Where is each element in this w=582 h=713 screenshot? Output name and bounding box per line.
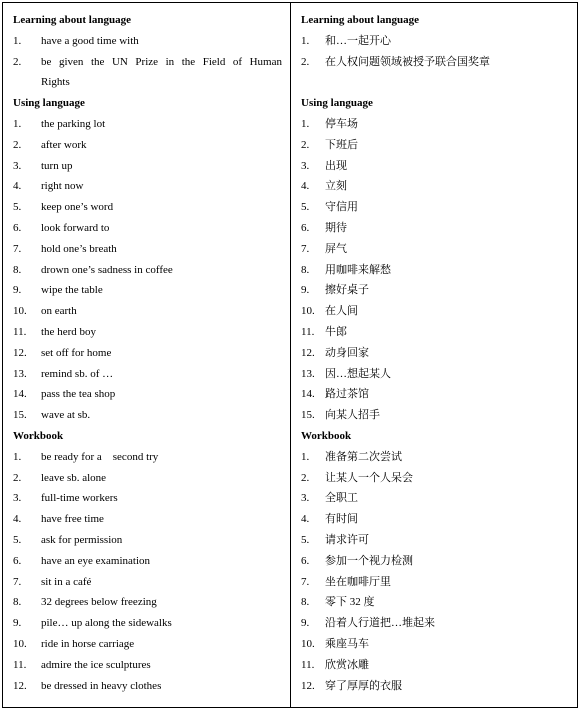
section-heading: Workbook bbox=[13, 429, 64, 442]
item-number: 7. bbox=[13, 575, 22, 588]
item-text: 期待 bbox=[325, 221, 347, 234]
item-number: 10. bbox=[13, 305, 27, 318]
item-number: 2. bbox=[301, 138, 310, 151]
list-item bbox=[13, 239, 282, 260]
item-number: 2. bbox=[13, 55, 22, 68]
item-text: 用咖啡来解愁 bbox=[325, 263, 391, 276]
list-item bbox=[13, 634, 282, 655]
item-text: be dressed in heavy clothes bbox=[41, 679, 162, 692]
list-item-continuation bbox=[13, 72, 282, 93]
list-item bbox=[13, 676, 282, 697]
list-item bbox=[13, 613, 282, 634]
item-text: 守信用 bbox=[325, 201, 358, 214]
item-text: 和…一起开心 bbox=[325, 34, 391, 47]
section-heading: Using language bbox=[13, 97, 85, 110]
item-text: 出现 bbox=[325, 159, 347, 172]
item-number: 12. bbox=[13, 346, 27, 359]
list-item bbox=[301, 634, 569, 655]
item-number: 3. bbox=[13, 492, 22, 505]
list-item bbox=[13, 52, 282, 73]
list-item bbox=[301, 280, 569, 301]
list-item bbox=[301, 135, 569, 156]
list-item bbox=[301, 301, 569, 322]
item-text: have free time bbox=[41, 513, 104, 526]
list-item bbox=[301, 384, 569, 405]
item-number: 1. bbox=[13, 117, 22, 130]
list-item bbox=[301, 405, 569, 426]
list-item bbox=[13, 114, 282, 135]
item-text: full-time workers bbox=[41, 492, 118, 505]
item-number: 8. bbox=[301, 596, 310, 609]
item-number: 5. bbox=[301, 533, 310, 546]
item-number: 8. bbox=[301, 263, 310, 276]
item-text: sit in a café bbox=[41, 575, 92, 588]
list-item bbox=[13, 488, 282, 509]
item-text: 穿了厚厚的衣服 bbox=[325, 679, 402, 692]
item-text: 参加一个视力检测 bbox=[325, 554, 413, 567]
section-heading: Workbook bbox=[301, 429, 352, 442]
item-text: 在人权问题领域被授予联合国奖章 bbox=[325, 55, 490, 68]
item-number: 14. bbox=[13, 388, 27, 401]
list-item bbox=[301, 260, 569, 281]
item-number: 6. bbox=[13, 221, 22, 234]
item-text: 全职工 bbox=[325, 492, 358, 505]
item-number: 12. bbox=[301, 346, 315, 359]
item-number: 12. bbox=[301, 679, 315, 692]
item-number: 7. bbox=[13, 242, 22, 255]
list-item bbox=[13, 655, 282, 676]
item-text: have an eye examination bbox=[41, 554, 151, 567]
item-number: 11. bbox=[301, 658, 315, 671]
list-item bbox=[301, 114, 569, 135]
item-text: 立刻 bbox=[325, 180, 347, 193]
item-number: 9. bbox=[13, 284, 22, 297]
item-text: 32 degrees below freezing bbox=[41, 596, 157, 609]
item-text: pile… up along the sidewalks bbox=[41, 617, 172, 630]
item-text: 下班后 bbox=[325, 138, 358, 151]
item-number: 11. bbox=[301, 325, 315, 338]
list-item bbox=[301, 364, 569, 385]
item-text: 请求许可 bbox=[325, 533, 369, 546]
list-item bbox=[13, 405, 282, 426]
item-number: 11. bbox=[13, 325, 27, 338]
item-number: 10. bbox=[13, 637, 27, 650]
list-item bbox=[13, 551, 282, 572]
item-text: the herd boy bbox=[41, 325, 96, 338]
item-number: 2. bbox=[13, 138, 22, 151]
list-item bbox=[13, 218, 282, 239]
list-item bbox=[13, 364, 282, 385]
item-text: hold one’s breath bbox=[41, 242, 117, 255]
item-number: 1. bbox=[301, 117, 310, 130]
item-text: set off for home bbox=[41, 346, 112, 359]
item-number: 5. bbox=[13, 533, 22, 546]
item-number: 6. bbox=[301, 221, 310, 234]
list-item bbox=[13, 572, 282, 593]
list-item bbox=[301, 488, 569, 509]
list-item bbox=[13, 301, 282, 322]
item-text: 因…想起某人 bbox=[325, 367, 391, 380]
list-item bbox=[13, 31, 282, 52]
item-number: 4. bbox=[301, 513, 310, 526]
list-item bbox=[13, 280, 282, 301]
list-item bbox=[301, 31, 569, 52]
list-item bbox=[301, 551, 569, 572]
list-item bbox=[13, 384, 282, 405]
section-heading: Using language bbox=[301, 97, 373, 110]
list-item bbox=[301, 572, 569, 593]
item-text: 向某人招手 bbox=[325, 409, 380, 422]
item-number: 15. bbox=[13, 409, 27, 422]
item-text: 擦好桌子 bbox=[325, 284, 369, 297]
list-item bbox=[301, 239, 569, 260]
item-number: 11. bbox=[13, 658, 27, 671]
item-number: 4. bbox=[301, 180, 310, 193]
item-number: 3. bbox=[301, 492, 310, 505]
item-number: 3. bbox=[13, 159, 22, 172]
list-item bbox=[301, 156, 569, 177]
list-item bbox=[13, 468, 282, 489]
item-text-continuation: Rights bbox=[41, 76, 70, 89]
item-number: 9. bbox=[301, 284, 310, 297]
item-number: 2. bbox=[13, 471, 22, 484]
item-text: turn up bbox=[41, 159, 73, 172]
list-item bbox=[13, 322, 282, 343]
item-text: 路过茶馆 bbox=[325, 388, 369, 401]
list-item bbox=[13, 447, 282, 468]
item-text: keep one’s word bbox=[41, 201, 114, 214]
section-heading: Learning about language bbox=[13, 14, 131, 26]
item-number: 10. bbox=[301, 637, 315, 650]
list-item bbox=[301, 343, 569, 364]
vocabulary-table bbox=[2, 2, 578, 708]
item-text: wave at sb. bbox=[41, 409, 91, 422]
item-number: 4. bbox=[13, 180, 22, 193]
item-number: 13. bbox=[13, 367, 27, 380]
item-text: look forward to bbox=[41, 221, 110, 234]
list-item bbox=[13, 135, 282, 156]
list-item bbox=[301, 52, 569, 73]
item-text: 动身回家 bbox=[325, 346, 369, 359]
item-number: 9. bbox=[13, 617, 22, 630]
item-number: 2. bbox=[301, 55, 310, 68]
item-number: 1. bbox=[301, 450, 310, 463]
item-number: 9. bbox=[301, 617, 310, 630]
list-item bbox=[301, 530, 569, 551]
item-number: 5. bbox=[13, 201, 22, 214]
section-heading: Learning about language bbox=[301, 14, 419, 26]
list-item bbox=[301, 447, 569, 468]
list-item bbox=[13, 156, 282, 177]
item-number: 5. bbox=[301, 201, 310, 214]
item-number: 7. bbox=[301, 575, 310, 588]
english-column bbox=[3, 3, 291, 707]
list-item bbox=[301, 176, 569, 197]
item-number: 1. bbox=[13, 450, 22, 463]
list-item bbox=[301, 676, 569, 697]
list-item bbox=[13, 260, 282, 281]
list-item bbox=[13, 176, 282, 197]
item-number: 6. bbox=[13, 554, 22, 567]
item-number: 8. bbox=[13, 263, 22, 276]
item-number: 1. bbox=[301, 34, 310, 47]
item-text: 屏气 bbox=[325, 242, 347, 255]
item-text: on earth bbox=[41, 305, 77, 318]
item-text: be ready for a second try bbox=[41, 450, 159, 463]
item-text: leave sb. alone bbox=[41, 471, 107, 484]
list-item bbox=[301, 592, 569, 613]
item-text: ride in horse carriage bbox=[41, 637, 135, 650]
list-item bbox=[13, 530, 282, 551]
item-number: 6. bbox=[301, 554, 310, 567]
item-number: 2. bbox=[301, 471, 310, 484]
item-text: be given the UN Prize in the Field of Human bbox=[41, 55, 282, 68]
item-text: have a good time with bbox=[41, 34, 139, 47]
item-number: 15. bbox=[301, 409, 315, 422]
item-text: 零下 32 度 bbox=[325, 596, 375, 609]
item-text: 停车场 bbox=[325, 117, 358, 130]
item-text: ask for permission bbox=[41, 533, 123, 546]
item-number: 13. bbox=[301, 367, 315, 380]
item-text: 牛郎 bbox=[325, 325, 347, 338]
item-text: after work bbox=[41, 138, 87, 151]
item-number: 8. bbox=[13, 596, 22, 609]
item-number: 4. bbox=[13, 513, 22, 526]
item-text: drown one’s sadness in coffee bbox=[41, 263, 173, 276]
item-number: 7. bbox=[301, 242, 310, 255]
list-item bbox=[13, 343, 282, 364]
item-text: right now bbox=[41, 180, 84, 193]
item-number: 10. bbox=[301, 305, 315, 318]
list-item bbox=[301, 322, 569, 343]
item-number: 12. bbox=[13, 679, 27, 692]
list-item bbox=[301, 509, 569, 530]
item-text: admire the ice sculptures bbox=[41, 658, 151, 671]
list-item bbox=[301, 613, 569, 634]
item-text: remind sb. of … bbox=[41, 367, 114, 380]
item-text: the parking lot bbox=[41, 117, 106, 130]
list-item bbox=[301, 218, 569, 239]
item-text: 欣赏冰雕 bbox=[325, 658, 369, 671]
list-item bbox=[301, 655, 569, 676]
list-item bbox=[13, 197, 282, 218]
item-text: wipe the table bbox=[41, 284, 103, 297]
item-text: 有时间 bbox=[325, 513, 358, 526]
item-text: pass the tea shop bbox=[41, 388, 116, 401]
list-item bbox=[301, 197, 569, 218]
list-item bbox=[301, 468, 569, 489]
item-text: 在人间 bbox=[325, 305, 358, 318]
item-text: 沿着人行道把…堆起来 bbox=[325, 617, 435, 630]
chinese-column bbox=[291, 3, 577, 707]
item-text: 坐在咖啡厅里 bbox=[325, 575, 391, 588]
item-number: 1. bbox=[13, 34, 22, 47]
list-item bbox=[13, 509, 282, 530]
list-item bbox=[13, 592, 282, 613]
item-text: 乘座马车 bbox=[325, 637, 369, 650]
item-text: 让某人一个人呆会 bbox=[325, 471, 413, 484]
item-number: 3. bbox=[301, 159, 310, 172]
item-text: 准备第二次尝试 bbox=[325, 450, 402, 463]
item-number: 14. bbox=[301, 388, 315, 401]
spacer-line bbox=[301, 72, 569, 93]
